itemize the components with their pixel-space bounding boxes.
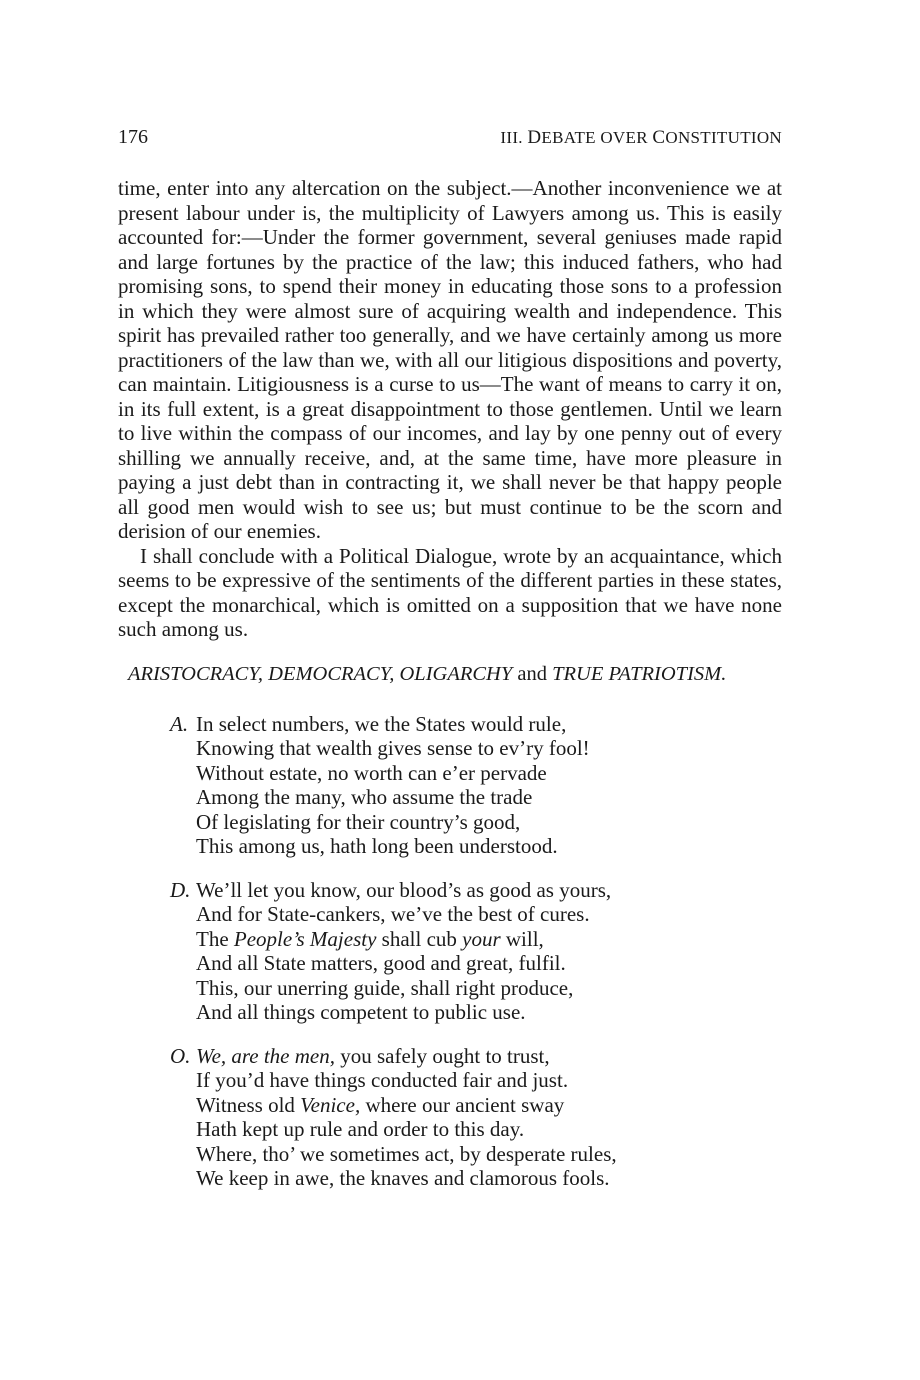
speaker-label: D.	[170, 877, 191, 902]
speaker-label: O.	[170, 1043, 191, 1068]
verse-line: Hath kept up rule and order to this day.	[196, 1117, 525, 1141]
verse-line: D. We’ll let you know, our blood’s as good as yours,	[170, 877, 612, 902]
verse-line: The People’s Majesty shall cub your will,	[196, 926, 544, 951]
verse-line: Where, tho’ we sometimes act, by desperate rules,	[196, 1141, 617, 1166]
stanza-democracy	[170, 878, 782, 1025]
verse-line: We keep in awe, the knaves and clamorous fools.	[196, 1166, 610, 1190]
verse-line: A. In select numbers, we the States would rule,	[170, 711, 567, 736]
verse-line: Witness old Venice, where our ancient sway	[196, 1092, 565, 1117]
section-title: III. DEBATE OVER CONSTITUTION	[500, 127, 782, 148]
stanza-aristocracy	[170, 712, 782, 859]
page-number: 176	[118, 126, 148, 148]
verse-line: Knowing that wealth gives sense to ev’ry fool!	[196, 736, 590, 760]
verse-line: O. We, are the men, you safely ought to trust,	[170, 1043, 550, 1068]
stanza-oligarchy	[170, 1044, 782, 1191]
running-head	[118, 126, 782, 156]
verse-line: And for State-cankers, we’ve the best of cures.	[196, 902, 590, 926]
dialogue-heading: ARISTOCRACY, DEMOCRACY, OLIGARCHY and TRUE PATRIOTISM.	[128, 662, 727, 685]
verse-line: Of legislating for their country’s good,	[196, 809, 521, 834]
verse-line: If you’d have things conducted fair and just.	[196, 1068, 569, 1092]
verse-line: And all things competent to public use.	[196, 1000, 526, 1024]
body-paragraph: time, enter into any altercation on the subject.—Another inconvenience we at present labour under is, the multiplicity of Lawyers among us. This is easily accounted for:—Under the former government, several geniuses made rapid and large fortunes by the practice of the law; this induced fathers, who had promising sons, to spend their money in educating those sons to a profession in which they were almost sure of acquiring wealth and independence. This spirit has prevailed rather too generally, and we have certainly among us more practitioners of the law than we, with all our litigious dispositions and poverty, can maintain. Litigiousness is a curse to us—The want of means to carry it on, in its full extent, is a great disappointment to those gentlemen. Until we learn to live within the compass of our incomes, and lay by one penny out of every shilling we annually receive, and, at the same time, have more pleasure in paying a just debt than in contracting it, we shall never be that happy people all good men would wish to see us; but must continue to be the scorn and derision of our enemies.	[118, 176, 782, 543]
body-paragraph: I shall conclude with a Political Dialogue, wrote by an acquaintance, which seems to be expressive of the sentiments of the different parties in these states, except the monarchical, which is omitted on a supposition that we have none such among us.	[118, 543, 782, 641]
book-page	[118, 126, 782, 1191]
verse-line: This, our unerring guide, shall right produce,	[196, 975, 574, 1000]
verse-line: This among us, hath long been understood.	[196, 834, 558, 858]
verse-line: Without estate, no worth can e’er pervade	[196, 760, 547, 785]
verse-line: And all State matters, good and great, fulfil.	[196, 951, 566, 975]
verse-line: Among the many, who assume the trade	[196, 785, 533, 809]
speaker-label: A.	[170, 711, 189, 736]
